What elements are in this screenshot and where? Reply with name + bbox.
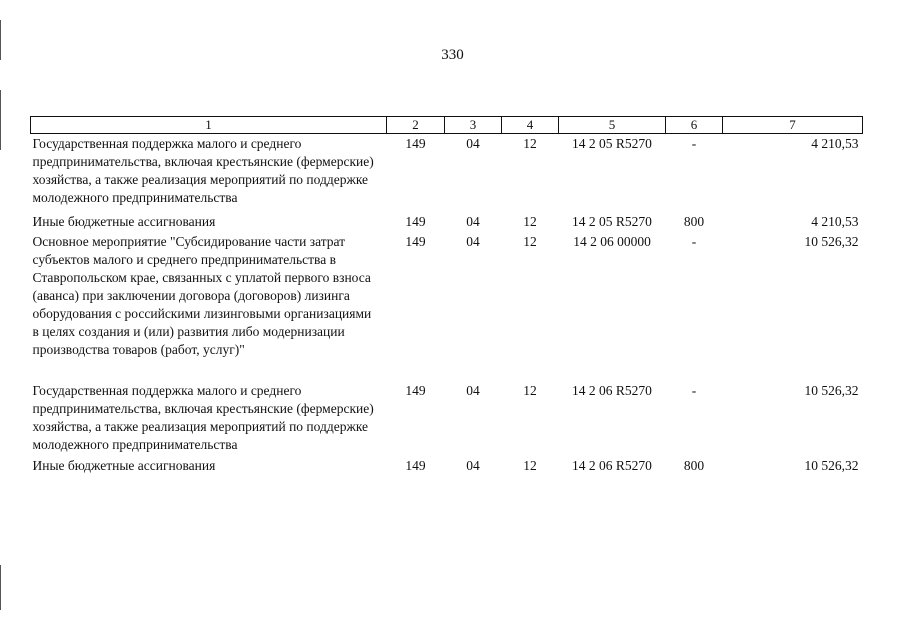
- row-ministry-code: 149: [405, 383, 426, 398]
- page-number: 330: [441, 47, 464, 63]
- row-amount: 10 526,32: [804, 383, 859, 398]
- column-header-4: 4: [502, 117, 559, 134]
- row-expense-type: 800: [683, 214, 705, 229]
- table-row: [31, 457, 863, 475]
- row-target-code: 14 2 05 R5270: [572, 136, 652, 151]
- row-expense-type: 800: [683, 458, 705, 473]
- row-name: Иные бюджетные ассигнования: [32, 458, 216, 473]
- row-subsection-code: 12: [523, 234, 537, 249]
- column-header-5: 5: [559, 117, 666, 134]
- scan-margin-line-mid: [0, 90, 1, 150]
- column-header-2: 2: [387, 117, 445, 134]
- table-row: [31, 233, 863, 382]
- column-header-1: 1: [31, 117, 387, 134]
- row-amount: 10 526,32: [804, 234, 859, 249]
- row-section-code: 04: [466, 458, 480, 473]
- row-ministry-code: 149: [405, 214, 426, 229]
- row-section-code: 04: [466, 383, 480, 398]
- row-ministry-code: 149: [405, 234, 426, 249]
- row-name: Иные бюджетные ассигнования: [32, 214, 216, 229]
- row-name: Основное мероприятие "Субсидирование части затрат субъектов малого и среднего предпринимательства в Ставропольском крае, связанных с уплатой первого взноса (аванса) при заключении договора (договоров) лизинга оборудования с российскими лизинговыми организациями в целях создания и (или) развития либо модернизации производства товаров (работ, услуг)": [32, 234, 372, 357]
- row-amount: 4 210,53: [811, 214, 859, 229]
- row-name: Государственная поддержка малого и среднего предпринимательства, включая крестьянские (фермерские) хозяйства, а также реализация мероприятий по поддержке молодежного предпринимательства: [32, 136, 374, 205]
- row-expense-type: -: [691, 234, 697, 249]
- budget-table: [30, 116, 863, 475]
- row-section-code: 04: [466, 136, 480, 151]
- row-target-code: 14 2 06 R5270: [572, 458, 652, 473]
- row-section-code: 04: [466, 234, 480, 249]
- row-subsection-code: 12: [523, 214, 537, 229]
- row-section-code: 04: [466, 214, 480, 229]
- row-name: Государственная поддержка малого и среднего предпринимательства, включая крестьянские (фермерские) хозяйства, а также реализация мероприятий по поддержке молодежного предпринимательства: [32, 383, 374, 452]
- column-header-3: 3: [445, 117, 502, 134]
- row-subsection-code: 12: [523, 136, 537, 151]
- scan-margin-line-bottom: [0, 565, 1, 610]
- table-row: [31, 382, 863, 457]
- row-ministry-code: 149: [405, 136, 426, 151]
- row-expense-type: -: [691, 136, 697, 151]
- row-target-code: 14 2 06 R5270: [572, 383, 652, 398]
- row-target-code: 14 2 06 00000: [573, 234, 651, 249]
- row-amount: 4 210,53: [811, 136, 859, 151]
- column-numbers-header: [31, 117, 863, 134]
- table-row: [31, 213, 863, 233]
- row-subsection-code: 12: [523, 383, 537, 398]
- table-row: [31, 134, 863, 214]
- row-expense-type: -: [691, 383, 697, 398]
- column-header-7: 7: [723, 117, 863, 134]
- row-subsection-code: 12: [523, 458, 537, 473]
- row-target-code: 14 2 05 R5270: [572, 214, 652, 229]
- row-amount: 10 526,32: [804, 458, 859, 473]
- column-header-6: 6: [666, 117, 723, 134]
- row-ministry-code: 149: [405, 458, 426, 473]
